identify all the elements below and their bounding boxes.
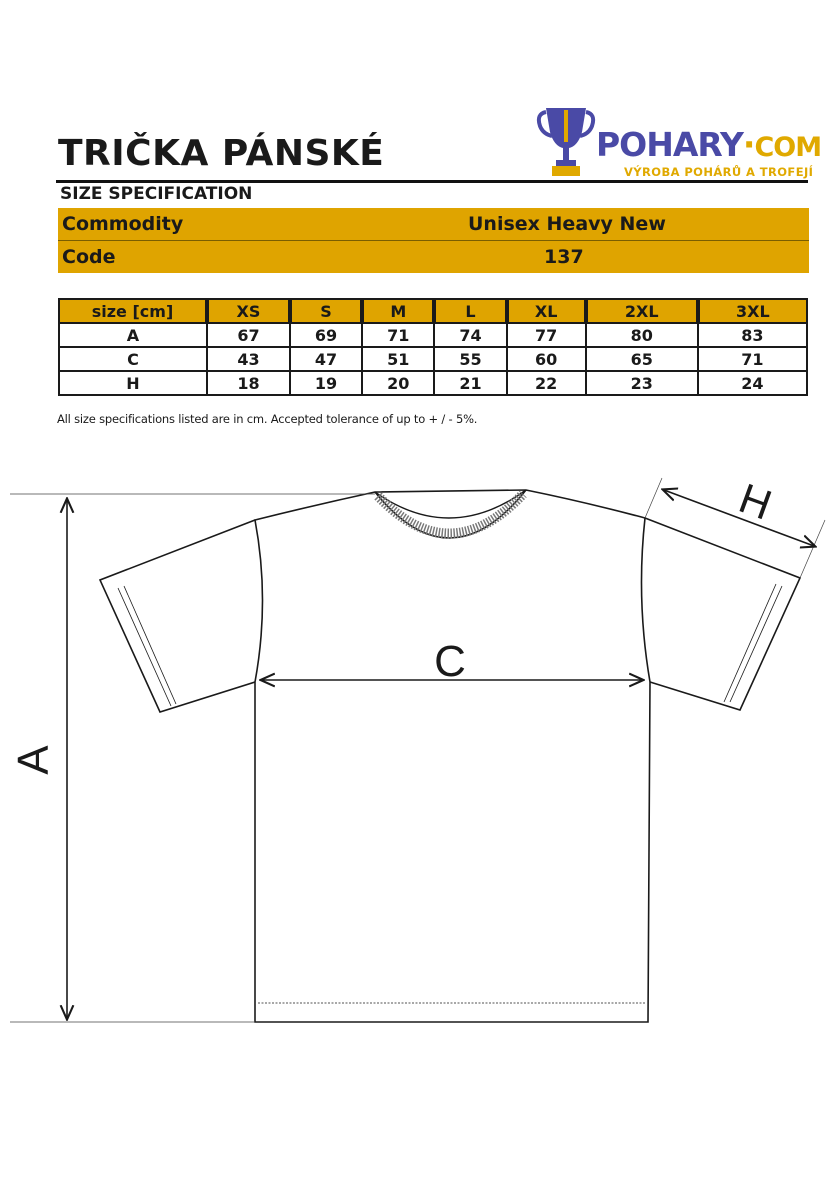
table-cell: 20 bbox=[362, 371, 434, 395]
guide-line-h-start bbox=[645, 478, 662, 518]
table-cell: 43 bbox=[207, 347, 290, 371]
size-header-label: size [cm] bbox=[59, 299, 207, 323]
size-header-cell: XL bbox=[507, 299, 586, 323]
product-info-table bbox=[58, 208, 809, 273]
tshirt-outline bbox=[100, 490, 800, 1022]
collar bbox=[375, 490, 526, 538]
code-label: Code bbox=[62, 246, 116, 268]
table-cell: 24 bbox=[698, 371, 807, 395]
table-cell: 80 bbox=[586, 323, 698, 347]
dimension-c-label: C bbox=[434, 637, 466, 686]
table-cell: 83 bbox=[698, 323, 807, 347]
row-label: C bbox=[59, 347, 207, 371]
table-cell: 47 bbox=[290, 347, 362, 371]
table-cell: 19 bbox=[290, 371, 362, 395]
table-cell: 18 bbox=[207, 371, 290, 395]
table-cell: 60 bbox=[507, 347, 586, 371]
size-header-cell: 3XL bbox=[698, 299, 807, 323]
table-cell: 71 bbox=[698, 347, 807, 371]
tolerance-note: All size specifications listed are in cm. Accepted tolerance of up to + / - 5%. bbox=[57, 412, 478, 426]
table-cell: 74 bbox=[434, 323, 506, 347]
brand-logo bbox=[536, 102, 822, 184]
trophy-icon bbox=[536, 102, 596, 182]
size-table bbox=[58, 298, 808, 396]
size-header-cell: 2XL bbox=[586, 299, 698, 323]
table-cell: 55 bbox=[434, 347, 506, 371]
page-subtitle: SIZE SPECIFICATION bbox=[60, 184, 253, 204]
code-value: 137 bbox=[544, 246, 584, 268]
logo-wordmark: POHARY·COM bbox=[596, 125, 822, 164]
table-row bbox=[59, 323, 807, 347]
code-row bbox=[58, 241, 809, 274]
table-cell: 77 bbox=[507, 323, 586, 347]
table-row bbox=[59, 371, 807, 395]
guide-line-h-end bbox=[800, 520, 825, 578]
row-label: A bbox=[59, 323, 207, 347]
table-cell: 71 bbox=[362, 323, 434, 347]
table-cell: 51 bbox=[362, 347, 434, 371]
commodity-value: Unisex Heavy New bbox=[366, 208, 809, 241]
size-header-cell: XS bbox=[207, 299, 290, 323]
size-header-cell: L bbox=[434, 299, 506, 323]
table-cell: 21 bbox=[434, 371, 506, 395]
dimension-a-label: A bbox=[9, 745, 58, 775]
size-header-cell: M bbox=[362, 299, 434, 323]
table-cell: 65 bbox=[586, 347, 698, 371]
table-cell: 69 bbox=[290, 323, 362, 347]
page-title: TRIČKA PÁNSKÉ bbox=[58, 133, 385, 174]
table-cell: 23 bbox=[586, 371, 698, 395]
size-header-cell: S bbox=[290, 299, 362, 323]
table-row bbox=[59, 347, 807, 371]
size-header-row bbox=[59, 299, 807, 323]
row-label: H bbox=[59, 371, 207, 395]
logo-tagline: VÝROBA POHÁRŮ A TROFEJÍ bbox=[624, 165, 814, 179]
commodity-row bbox=[58, 208, 809, 241]
table-cell: 22 bbox=[507, 371, 586, 395]
table-cell: 67 bbox=[207, 323, 290, 347]
dimension-h-label: H bbox=[733, 474, 778, 529]
tshirt-diagram bbox=[0, 440, 839, 1040]
commodity-label: Commodity bbox=[58, 208, 366, 241]
